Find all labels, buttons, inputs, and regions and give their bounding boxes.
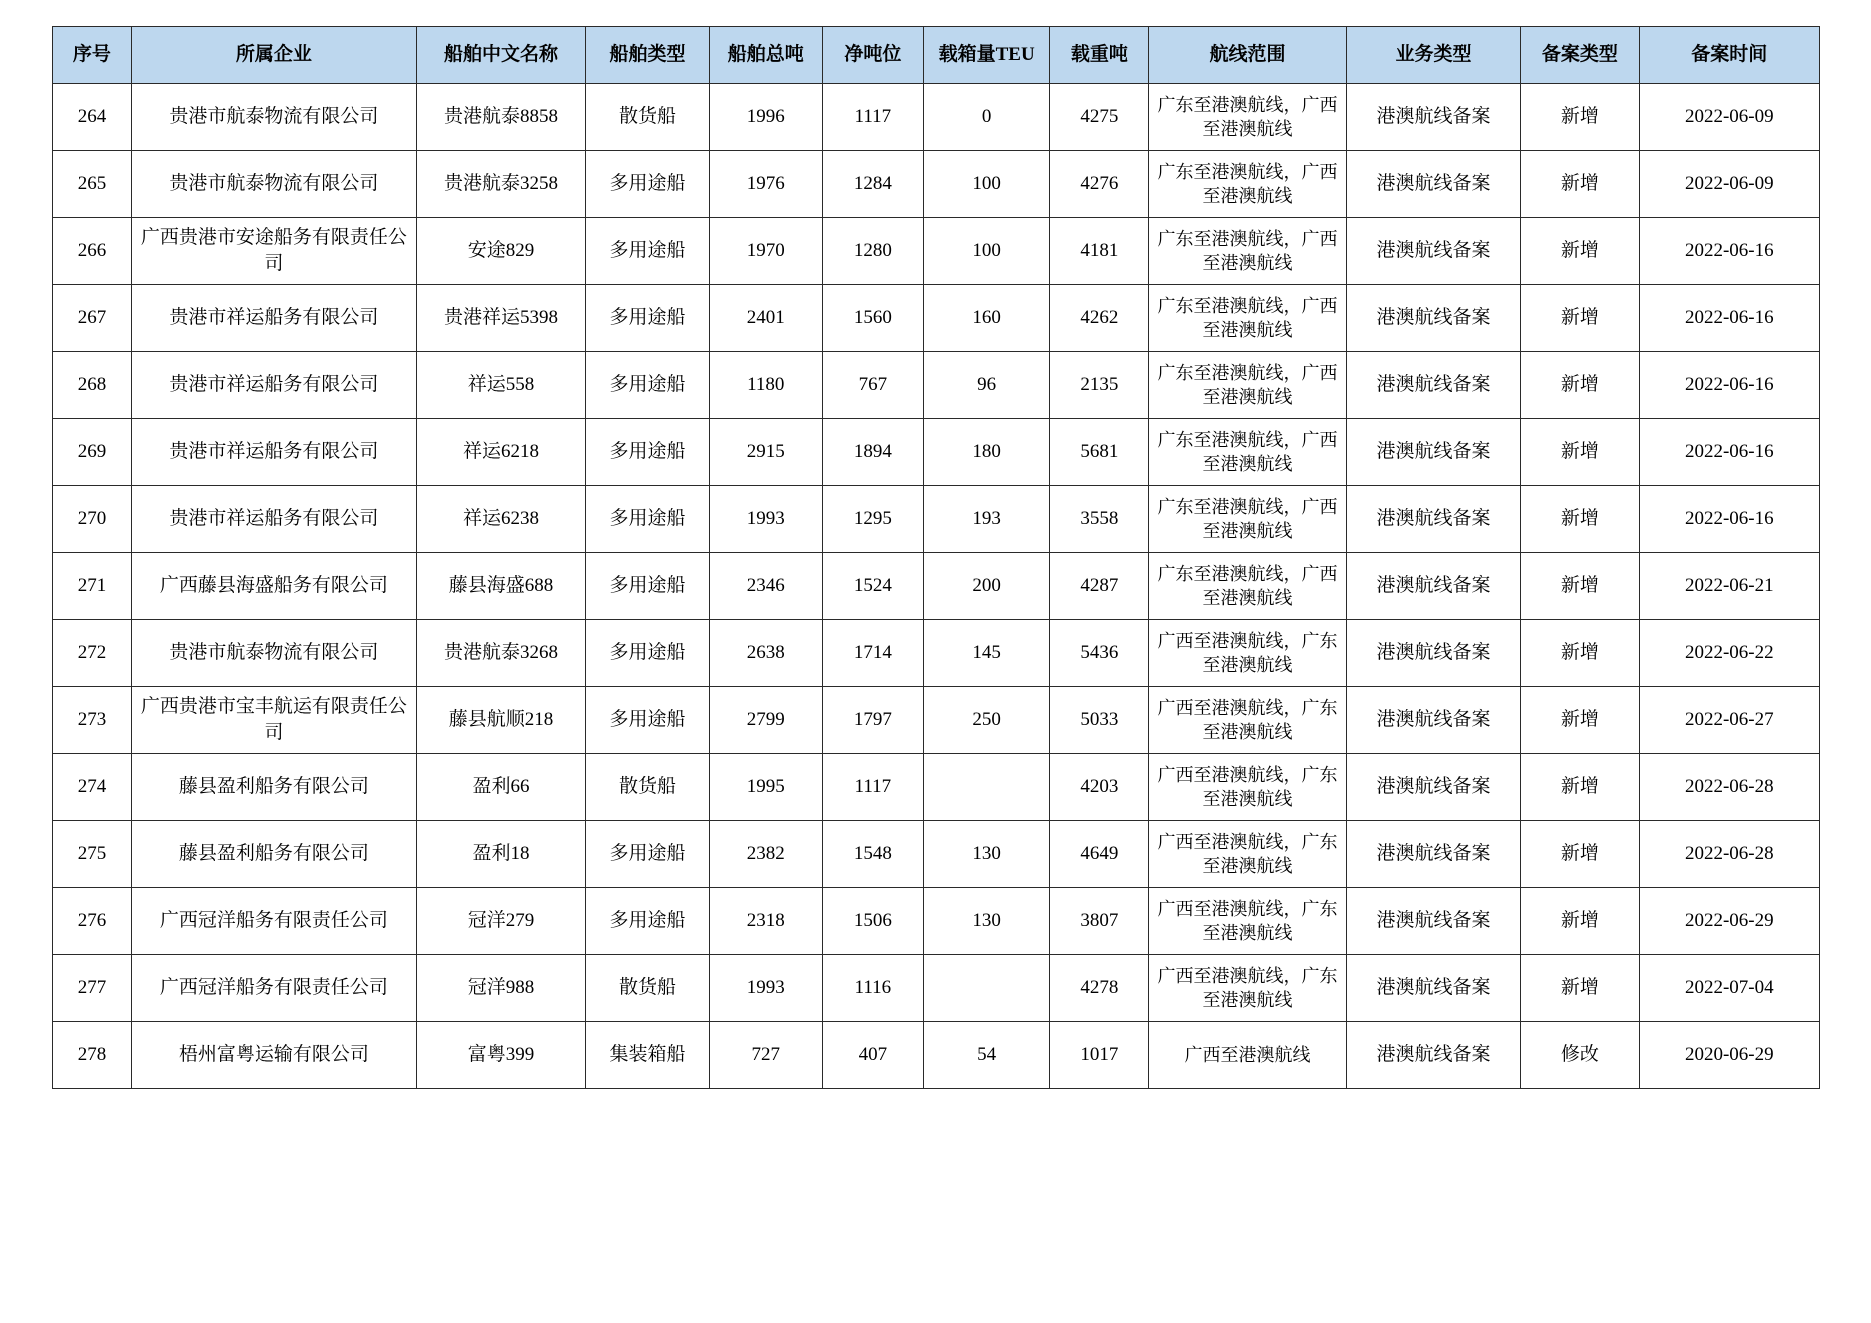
cell-business-type: 港澳航线备案 — [1346, 419, 1521, 486]
cell-filing-type: 新增 — [1521, 419, 1639, 486]
cell-business-type: 港澳航线备案 — [1346, 486, 1521, 553]
table-row — [53, 218, 1820, 285]
cell-business-type: 港澳航线备案 — [1346, 620, 1521, 687]
table-row — [53, 419, 1820, 486]
cell-filing-date: 2022-06-09 — [1639, 151, 1819, 218]
cell-business-type: 港澳航线备案 — [1346, 821, 1521, 888]
cell-route-range: 广西至港澳航线，广东至港澳航线 — [1149, 754, 1346, 821]
cell-company: 广西贵港市安途船务有限责任公司 — [131, 218, 416, 285]
cell-route-range: 广西至港澳航线，广东至港澳航线 — [1149, 687, 1346, 754]
cell-deadweight: 3558 — [1050, 486, 1149, 553]
cell-index: 271 — [53, 553, 132, 620]
cell-teu: 130 — [924, 821, 1050, 888]
cell-filing-date: 2022-06-09 — [1639, 84, 1819, 151]
cell-filing-type: 新增 — [1521, 352, 1639, 419]
cell-filing-date: 2022-06-28 — [1639, 821, 1819, 888]
cell-deadweight: 4262 — [1050, 285, 1149, 352]
cell-route-range: 广东至港澳航线，广西至港澳航线 — [1149, 553, 1346, 620]
cell-ship-type: 散货船 — [586, 754, 710, 821]
cell-teu — [924, 754, 1050, 821]
header-company: 所属企业 — [131, 27, 416, 84]
header-ship-name: 船舶中文名称 — [416, 27, 585, 84]
cell-company: 贵港市祥运船务有限公司 — [131, 486, 416, 553]
cell-teu: 0 — [924, 84, 1050, 151]
cell-ship-type: 多用途船 — [586, 218, 710, 285]
table-row — [53, 620, 1820, 687]
cell-ship-name: 冠洋279 — [416, 888, 585, 955]
cell-gross-tonnage: 1180 — [709, 352, 822, 419]
cell-ship-type: 散货船 — [586, 84, 710, 151]
cell-filing-date: 2022-06-16 — [1639, 218, 1819, 285]
cell-gross-tonnage: 2382 — [709, 821, 822, 888]
cell-filing-date: 2022-06-28 — [1639, 754, 1819, 821]
cell-gross-tonnage: 1996 — [709, 84, 822, 151]
cell-gross-tonnage: 2401 — [709, 285, 822, 352]
cell-company: 广西藤县海盛船务有限公司 — [131, 553, 416, 620]
cell-business-type: 港澳航线备案 — [1346, 888, 1521, 955]
cell-filing-type: 新增 — [1521, 553, 1639, 620]
cell-ship-type: 散货船 — [586, 955, 710, 1022]
cell-ship-name: 贵港祥运5398 — [416, 285, 585, 352]
cell-index: 270 — [53, 486, 132, 553]
cell-deadweight: 4181 — [1050, 218, 1149, 285]
cell-net-tonnage: 1548 — [822, 821, 923, 888]
header-deadweight: 载重吨 — [1050, 27, 1149, 84]
cell-teu: 250 — [924, 687, 1050, 754]
header-ship-type: 船舶类型 — [586, 27, 710, 84]
cell-company: 藤县盈利船务有限公司 — [131, 821, 416, 888]
cell-filing-date: 2022-06-22 — [1639, 620, 1819, 687]
table-row — [53, 888, 1820, 955]
cell-ship-name: 祥运6238 — [416, 486, 585, 553]
cell-teu: 96 — [924, 352, 1050, 419]
cell-ship-type: 多用途船 — [586, 620, 710, 687]
cell-ship-type: 多用途船 — [586, 888, 710, 955]
cell-route-range: 广东至港澳航线，广西至港澳航线 — [1149, 218, 1346, 285]
cell-net-tonnage: 1284 — [822, 151, 923, 218]
cell-route-range: 广东至港澳航线，广西至港澳航线 — [1149, 486, 1346, 553]
cell-ship-type: 多用途船 — [586, 821, 710, 888]
cell-company: 贵港市航泰物流有限公司 — [131, 620, 416, 687]
table-header-row — [53, 27, 1820, 84]
cell-business-type: 港澳航线备案 — [1346, 285, 1521, 352]
cell-ship-type: 多用途船 — [586, 352, 710, 419]
cell-index: 273 — [53, 687, 132, 754]
cell-filing-type: 新增 — [1521, 821, 1639, 888]
cell-deadweight: 5681 — [1050, 419, 1149, 486]
header-gross-tonnage: 船舶总吨 — [709, 27, 822, 84]
header-filing-date: 备案时间 — [1639, 27, 1819, 84]
cell-net-tonnage: 1894 — [822, 419, 923, 486]
cell-filing-date: 2022-06-16 — [1639, 486, 1819, 553]
cell-filing-date: 2022-07-04 — [1639, 955, 1819, 1022]
cell-gross-tonnage: 727 — [709, 1022, 822, 1089]
cell-ship-name: 祥运558 — [416, 352, 585, 419]
cell-ship-name: 藤县海盛688 — [416, 553, 585, 620]
cell-route-range: 广东至港澳航线，广西至港澳航线 — [1149, 84, 1346, 151]
cell-deadweight: 5033 — [1050, 687, 1149, 754]
cell-ship-type: 集装箱船 — [586, 1022, 710, 1089]
cell-business-type: 港澳航线备案 — [1346, 754, 1521, 821]
cell-ship-name: 安途829 — [416, 218, 585, 285]
cell-deadweight: 4203 — [1050, 754, 1149, 821]
table-row — [53, 84, 1820, 151]
cell-route-range: 广西至港澳航线 — [1149, 1022, 1346, 1089]
cell-index: 278 — [53, 1022, 132, 1089]
cell-deadweight: 1017 — [1050, 1022, 1149, 1089]
cell-filing-date: 2022-06-16 — [1639, 419, 1819, 486]
cell-gross-tonnage: 1995 — [709, 754, 822, 821]
table-row — [53, 352, 1820, 419]
cell-gross-tonnage: 1970 — [709, 218, 822, 285]
cell-deadweight: 4278 — [1050, 955, 1149, 1022]
cell-company: 广西冠洋船务有限责任公司 — [131, 888, 416, 955]
cell-filing-type: 新增 — [1521, 151, 1639, 218]
cell-ship-type: 多用途船 — [586, 486, 710, 553]
cell-ship-name: 祥运6218 — [416, 419, 585, 486]
cell-ship-type: 多用途船 — [586, 285, 710, 352]
cell-index: 267 — [53, 285, 132, 352]
cell-index: 274 — [53, 754, 132, 821]
cell-ship-name: 藤县航顺218 — [416, 687, 585, 754]
cell-gross-tonnage: 2346 — [709, 553, 822, 620]
cell-net-tonnage: 767 — [822, 352, 923, 419]
cell-ship-type: 多用途船 — [586, 687, 710, 754]
cell-business-type: 港澳航线备案 — [1346, 84, 1521, 151]
cell-teu: 200 — [924, 553, 1050, 620]
cell-filing-type: 新增 — [1521, 888, 1639, 955]
cell-business-type: 港澳航线备案 — [1346, 151, 1521, 218]
cell-index: 264 — [53, 84, 132, 151]
cell-net-tonnage: 1117 — [822, 754, 923, 821]
cell-index: 275 — [53, 821, 132, 888]
cell-filing-type: 新增 — [1521, 955, 1639, 1022]
cell-net-tonnage: 407 — [822, 1022, 923, 1089]
table-row — [53, 955, 1820, 1022]
header-business-type: 业务类型 — [1346, 27, 1521, 84]
table-row — [53, 687, 1820, 754]
ship-filing-table — [52, 26, 1820, 1089]
cell-company: 梧州富粤运输有限公司 — [131, 1022, 416, 1089]
cell-route-range: 广东至港澳航线，广西至港澳航线 — [1149, 352, 1346, 419]
cell-teu: 54 — [924, 1022, 1050, 1089]
cell-company: 藤县盈利船务有限公司 — [131, 754, 416, 821]
cell-filing-type: 新增 — [1521, 285, 1639, 352]
cell-teu: 180 — [924, 419, 1050, 486]
cell-business-type: 港澳航线备案 — [1346, 352, 1521, 419]
cell-teu: 100 — [924, 151, 1050, 218]
cell-route-range: 广东至港澳航线，广西至港澳航线 — [1149, 285, 1346, 352]
cell-ship-name: 贵港航泰8858 — [416, 84, 585, 151]
header-index: 序号 — [53, 27, 132, 84]
cell-gross-tonnage: 1976 — [709, 151, 822, 218]
cell-teu: 193 — [924, 486, 1050, 553]
cell-route-range: 广西至港澳航线，广东至港澳航线 — [1149, 620, 1346, 687]
cell-index: 266 — [53, 218, 132, 285]
cell-index: 268 — [53, 352, 132, 419]
cell-company: 贵港市祥运船务有限公司 — [131, 352, 416, 419]
header-net-tonnage: 净吨位 — [822, 27, 923, 84]
cell-business-type: 港澳航线备案 — [1346, 1022, 1521, 1089]
cell-filing-type: 新增 — [1521, 754, 1639, 821]
cell-route-range: 广东至港澳航线，广西至港澳航线 — [1149, 151, 1346, 218]
cell-filing-date: 2022-06-21 — [1639, 553, 1819, 620]
cell-gross-tonnage: 2318 — [709, 888, 822, 955]
table-header — [53, 27, 1820, 84]
table-row — [53, 486, 1820, 553]
table-row — [53, 151, 1820, 218]
cell-filing-type: 新增 — [1521, 687, 1639, 754]
cell-company: 贵港市航泰物流有限公司 — [131, 84, 416, 151]
cell-ship-name: 冠洋988 — [416, 955, 585, 1022]
cell-filing-type: 新增 — [1521, 620, 1639, 687]
cell-business-type: 港澳航线备案 — [1346, 687, 1521, 754]
cell-filing-date: 2020-06-29 — [1639, 1022, 1819, 1089]
header-teu: 载箱量TEU — [924, 27, 1050, 84]
cell-ship-name: 盈利18 — [416, 821, 585, 888]
cell-net-tonnage: 1116 — [822, 955, 923, 1022]
cell-filing-type: 新增 — [1521, 84, 1639, 151]
cell-ship-name: 富粤399 — [416, 1022, 585, 1089]
cell-business-type: 港澳航线备案 — [1346, 955, 1521, 1022]
cell-net-tonnage: 1280 — [822, 218, 923, 285]
cell-index: 269 — [53, 419, 132, 486]
cell-deadweight: 5436 — [1050, 620, 1149, 687]
header-filing-type: 备案类型 — [1521, 27, 1639, 84]
cell-net-tonnage: 1117 — [822, 84, 923, 151]
cell-company: 广西冠洋船务有限责任公司 — [131, 955, 416, 1022]
cell-filing-type: 新增 — [1521, 486, 1639, 553]
cell-gross-tonnage: 2915 — [709, 419, 822, 486]
cell-net-tonnage: 1506 — [822, 888, 923, 955]
table-row — [53, 754, 1820, 821]
cell-deadweight: 4287 — [1050, 553, 1149, 620]
cell-business-type: 港澳航线备案 — [1346, 553, 1521, 620]
cell-index: 277 — [53, 955, 132, 1022]
cell-route-range: 广东至港澳航线，广西至港澳航线 — [1149, 419, 1346, 486]
cell-company: 广西贵港市宝丰航运有限责任公司 — [131, 687, 416, 754]
cell-net-tonnage: 1797 — [822, 687, 923, 754]
table-body — [53, 84, 1820, 1089]
cell-teu — [924, 955, 1050, 1022]
table-row — [53, 821, 1820, 888]
cell-deadweight: 2135 — [1050, 352, 1149, 419]
cell-filing-date: 2022-06-16 — [1639, 352, 1819, 419]
cell-ship-type: 多用途船 — [586, 553, 710, 620]
header-route-range: 航线范围 — [1149, 27, 1346, 84]
cell-deadweight: 4275 — [1050, 84, 1149, 151]
cell-ship-type: 多用途船 — [586, 419, 710, 486]
table-row — [53, 285, 1820, 352]
cell-company: 贵港市祥运船务有限公司 — [131, 285, 416, 352]
cell-route-range: 广西至港澳航线，广东至港澳航线 — [1149, 821, 1346, 888]
cell-ship-name: 盈利66 — [416, 754, 585, 821]
cell-route-range: 广西至港澳航线，广东至港澳航线 — [1149, 955, 1346, 1022]
cell-deadweight: 3807 — [1050, 888, 1149, 955]
cell-gross-tonnage: 1993 — [709, 955, 822, 1022]
cell-deadweight: 4276 — [1050, 151, 1149, 218]
cell-company: 贵港市祥运船务有限公司 — [131, 419, 416, 486]
cell-route-range: 广西至港澳航线，广东至港澳航线 — [1149, 888, 1346, 955]
cell-teu: 160 — [924, 285, 1050, 352]
table-row — [53, 553, 1820, 620]
cell-teu: 130 — [924, 888, 1050, 955]
cell-net-tonnage: 1560 — [822, 285, 923, 352]
cell-ship-name: 贵港航泰3258 — [416, 151, 585, 218]
cell-company: 贵港市航泰物流有限公司 — [131, 151, 416, 218]
cell-filing-date: 2022-06-29 — [1639, 888, 1819, 955]
cell-net-tonnage: 1524 — [822, 553, 923, 620]
cell-gross-tonnage: 1993 — [709, 486, 822, 553]
cell-deadweight: 4649 — [1050, 821, 1149, 888]
cell-ship-type: 多用途船 — [586, 151, 710, 218]
cell-teu: 100 — [924, 218, 1050, 285]
cell-filing-date: 2022-06-16 — [1639, 285, 1819, 352]
cell-gross-tonnage: 2638 — [709, 620, 822, 687]
cell-index: 265 — [53, 151, 132, 218]
cell-net-tonnage: 1295 — [822, 486, 923, 553]
cell-filing-type: 修改 — [1521, 1022, 1639, 1089]
cell-filing-type: 新增 — [1521, 218, 1639, 285]
cell-ship-name: 贵港航泰3268 — [416, 620, 585, 687]
cell-business-type: 港澳航线备案 — [1346, 218, 1521, 285]
cell-filing-date: 2022-06-27 — [1639, 687, 1819, 754]
cell-gross-tonnage: 2799 — [709, 687, 822, 754]
table-row — [53, 1022, 1820, 1089]
cell-index: 272 — [53, 620, 132, 687]
cell-index: 276 — [53, 888, 132, 955]
cell-net-tonnage: 1714 — [822, 620, 923, 687]
cell-teu: 145 — [924, 620, 1050, 687]
